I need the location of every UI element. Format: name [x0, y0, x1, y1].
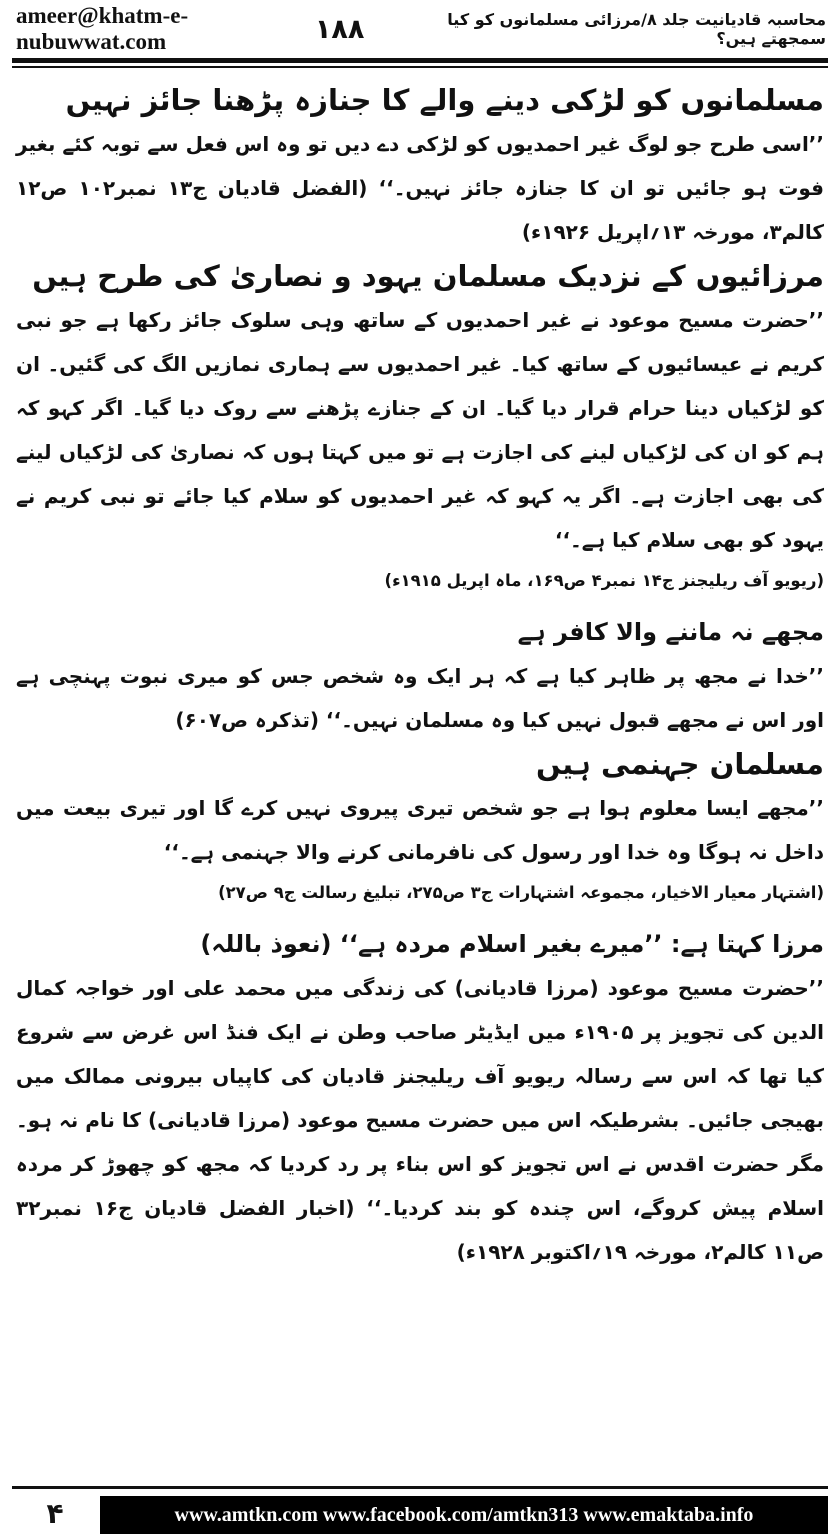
page-header [0, 0, 840, 58]
section-body: ’’حضرت مسیح موعود نے غیر احمدیوں کے ساتھ وہی سلوک جائز رکھا ہے جو نبی کریم نے عیسائیوں کے ساتھ کیا۔ غیر احمدیوں سے ہماری نمازیں الگ کی گئیں۔ ان کو لڑکیاں دینا حرام قرار دیا گیا۔ ان کے جنازے پڑھنے سے روک دیا گیا۔ اگر کہو کہ ہم کو ان کی لڑکیاں لینے کی اجازت ہے تو میں کہتا ہوں کہ نصاریٰ کی لڑکیاں لینے کی بھی اجازت ہے۔ اگر یہ کہو کہ غیر احمدیوں کو سلام کیا جائے تو نبی کریم نے یہود کو بھی سلام کیا ہے۔‘‘ [16, 308, 824, 552]
page-number: ١٨٨ [314, 13, 365, 45]
section-body: ’’مجھے ایسا معلوم ہوا ہے جو شخص تیری پیروی نہیں کرے گا اور تیری بیعت میں داخل نہ ہوگا وہ خدا اور رسول کی نافرمانی کرنے والا جہنمی ہے۔‘‘ [16, 796, 824, 864]
book-title: محاسبہ قادیانیت جلد ۸/مرزائی مسلمانوں کو کیا سمجھتے ہیں؟ [447, 10, 826, 48]
page-content [16, 78, 824, 1468]
section-body: ’’حضرت مسیح موعود (مرزا قادیانی) کی زندگی میں محمد علی اور خواجہ کمال الدین کی تجویز پر ۱۹۰۵ء میں ایڈیٹر صاحب وطن نے ایک فنڈ اس غرض سے شروع کیا تھا کہ اس سے رسالہ ریویو آف ریلیجنز قادیان کی کاپیاں بیرونی ممالک میں بھیجی جائیں۔ بشرطیکہ اس میں حضرت مسیح موعود (مرزا قادیانی) کا نام نہ ہو۔ مگر حضرت اقدس نے اس تجویز کو اس بناء پر رد کردیا کہ مجھ کو چھوڑ کر مردہ اسلام پیش کروگے، اس چندہ کو بند کردیا۔‘‘ (اخبار الفضل قادیان ج۱۶ نمبر۳۲ ص۱۱ کالم۲، مورخہ ۱۹؍اکتوبر ۱۹۲۸ء) [16, 976, 824, 1264]
section-reference: (ریویو آف ریلیجنز ج۱۴ نمبر۴ ص۱۶۹، ماہ اپریل ۱۹۱۵ء) [384, 571, 824, 590]
section-title: مسلمان جہنمی ہیں [535, 747, 824, 781]
footer-links: www.amtkn.com www.facebook.com/amtkn313 www.emaktaba.info [100, 1496, 828, 1534]
section-body: ’’خدا نے مجھ پر ظاہر کیا ہے کہ ہر ایک وہ شخص جس کو میری نبوت پہنچی ہے اور اس نے مجھے قبول نہیں کیا وہ مسلمان نہیں۔‘‘ (تذکرہ ص۶۰۷) [16, 664, 824, 732]
section-reference: (اشتہار معیار الاخیار، مجموعہ اشتہارات ج۳ ص۲۷۵، تبلیغ رسالت ج۹ ص۲۷) [218, 883, 824, 902]
section-body: ’’اسی طرح جو لوگ غیر احمدیوں کو لڑکی دے دیں تو وہ اس فعل سے توبہ کئے بغیر فوت ہو جائیں تو ان کا جنازہ جائز نہیں۔‘‘ (الفضل قادیان ج۱۳ نمبر۱۰۲ ص۱۲ کالم۳، مورخہ ۱۳؍اپریل ۱۹۲۶ء) [16, 132, 824, 244]
section-title: مسلمانوں کو لڑکی دینے والے کا جنازہ پڑھنا جائز نہیں [65, 83, 824, 117]
header-left [16, 3, 378, 55]
header-rule-thin [12, 66, 828, 68]
page-footer [0, 1480, 840, 1540]
section-title: مرزائیوں کے نزدیک مسلمان یہود و نصاریٰ کی طرح ہیں [32, 259, 824, 293]
footer-rule [12, 1486, 828, 1489]
header-email: ameer@khatm-e-nubuwwat.com [16, 3, 189, 54]
header-rule-thick [12, 58, 828, 63]
section-title: مرزا کہتا ہے: ’’میرے بغیر اسلام مردہ ہے‘‘ (نعوذ باللہ) [200, 930, 824, 958]
section-title: مجھے نہ ماننے والا کافر ہے [517, 618, 824, 646]
footer-page-code: ۴ [46, 1496, 64, 1530]
